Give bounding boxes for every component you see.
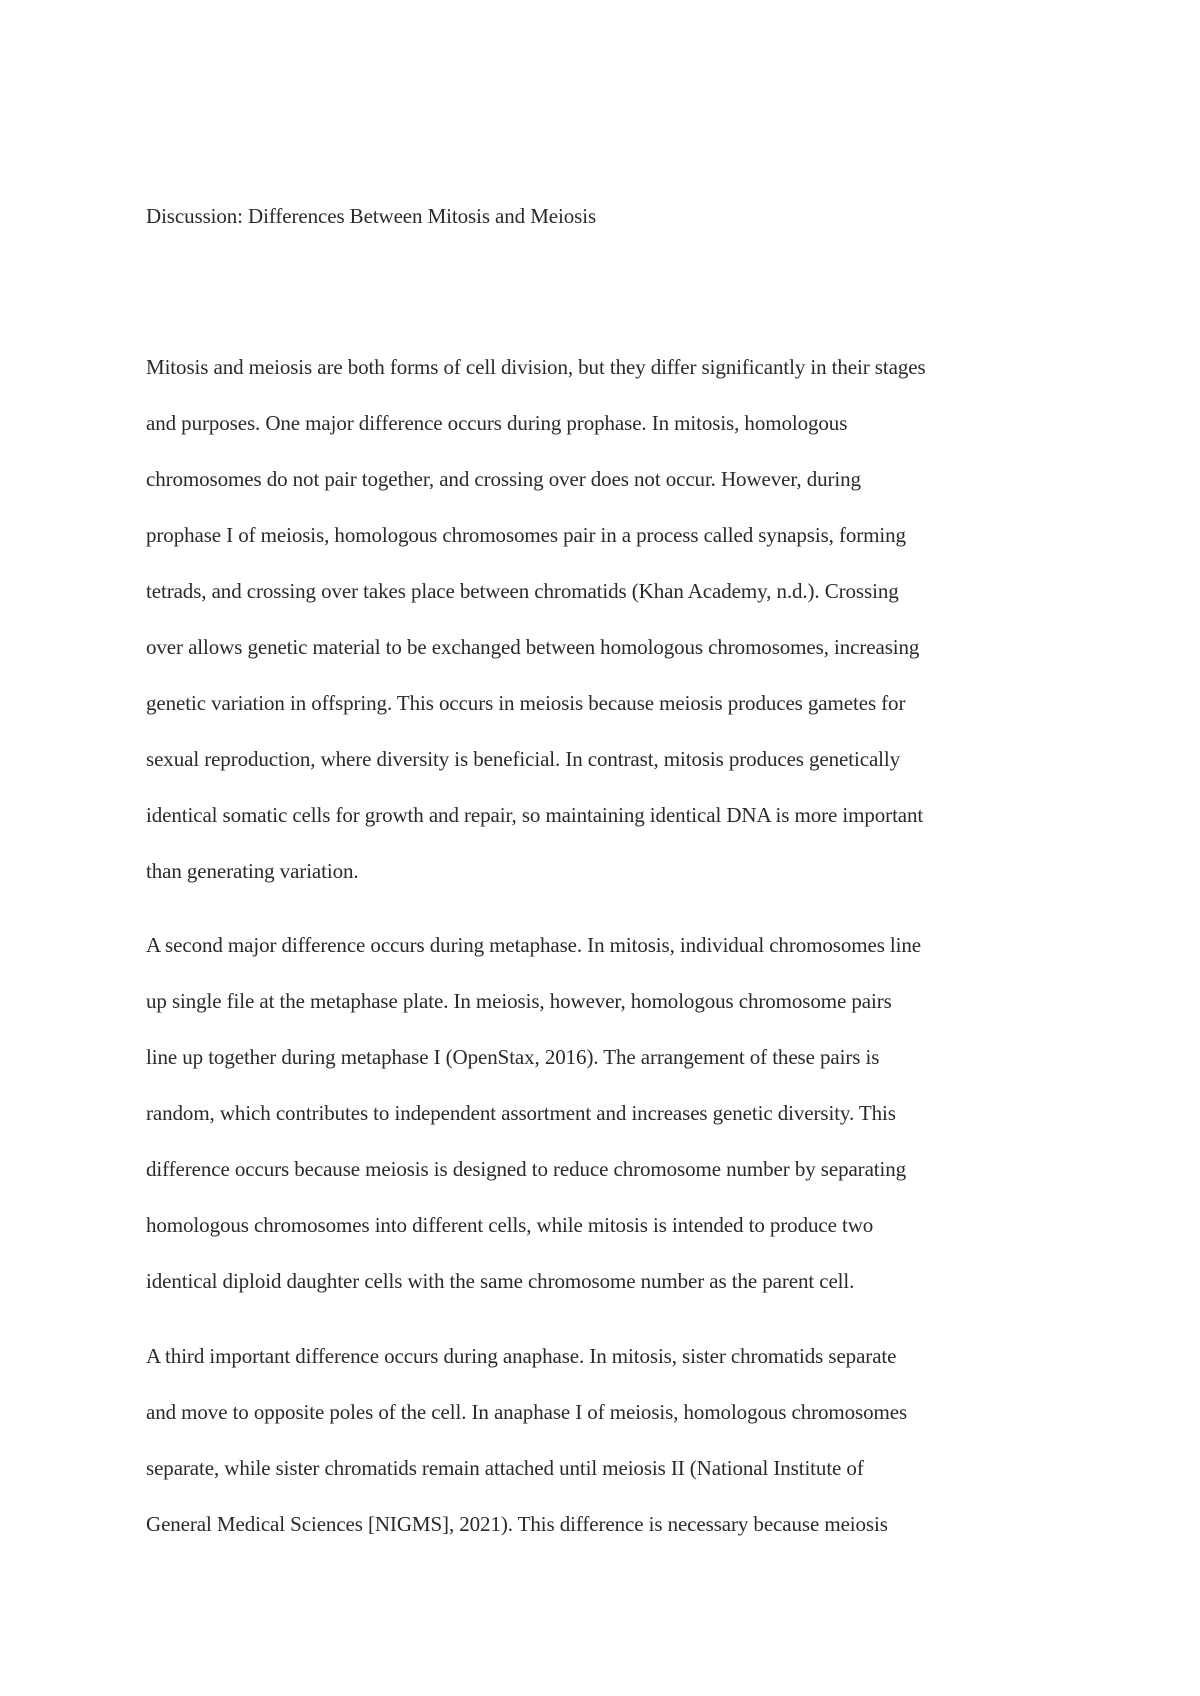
paragraph-line: homologous chromosomes into different cells, while mitosis is intended to produce two <box>146 1213 874 1237</box>
paragraph-line: Mitosis and meiosis are both forms of cell division, but they differ significantly in their stages <box>146 355 926 379</box>
paragraph-line: line up together during metaphase I (OpenStax, 2016). The arrangement of these pairs is <box>146 1045 880 1069</box>
document-title: Discussion: Differences Between Mitosis and Meiosis <box>146 204 597 228</box>
paragraph-line: up single file at the metaphase plate. In meiosis, however, homologous chromosome pairs <box>146 989 892 1013</box>
paragraph-line: A second major difference occurs during metaphase. In mitosis, individual chromosomes line <box>146 933 922 957</box>
paragraph-line: prophase I of meiosis, homologous chromosomes pair in a process called synapsis, forming <box>146 523 906 547</box>
paragraph-line: and purposes. One major difference occurs during prophase. In mitosis, homologous <box>146 411 848 435</box>
paragraph-prophase <box>146 339 1106 899</box>
paragraph-line: A third important difference occurs during anaphase. In mitosis, sister chromatids separate <box>146 1344 897 1368</box>
paragraph-line: identical somatic cells for growth and repair, so maintaining identical DNA is more important <box>146 803 924 827</box>
paragraph-line: difference occurs because meiosis is designed to reduce chromosome number by separating <box>146 1157 907 1181</box>
paragraph-line: and move to opposite poles of the cell. In anaphase I of meiosis, homologous chromosomes <box>146 1400 908 1424</box>
paragraph-line: genetic variation in offspring. This occurs in meiosis because meiosis produces gametes for <box>146 691 906 715</box>
paragraph-line: separate, while sister chromatids remain attached until meiosis II (National Institute of <box>146 1456 864 1480</box>
paragraph-anaphase <box>146 1328 1106 1552</box>
paragraph-line: General Medical Sciences [NIGMS], 2021). This difference is necessary because meiosis <box>146 1512 888 1536</box>
paragraph-line: identical diploid daughter cells with the same chromosome number as the parent cell. <box>146 1269 855 1293</box>
paragraph-line: tetrads, and crossing over takes place between chromatids (Khan Academy, n.d.). Crossing <box>146 579 899 603</box>
paragraph-line: than generating variation. <box>146 859 359 883</box>
paragraph-line: chromosomes do not pair together, and crossing over does not occur. However, during <box>146 467 861 491</box>
paragraph-line: random, which contributes to independent assortment and increases genetic diversity. This <box>146 1101 896 1125</box>
paragraph-metaphase <box>146 917 1106 1309</box>
paragraph-line: sexual reproduction, where diversity is beneficial. In contrast, mitosis produces genetically <box>146 747 901 771</box>
paragraph-line: over allows genetic material to be exchanged between homologous chromosomes, increasing <box>146 635 920 659</box>
